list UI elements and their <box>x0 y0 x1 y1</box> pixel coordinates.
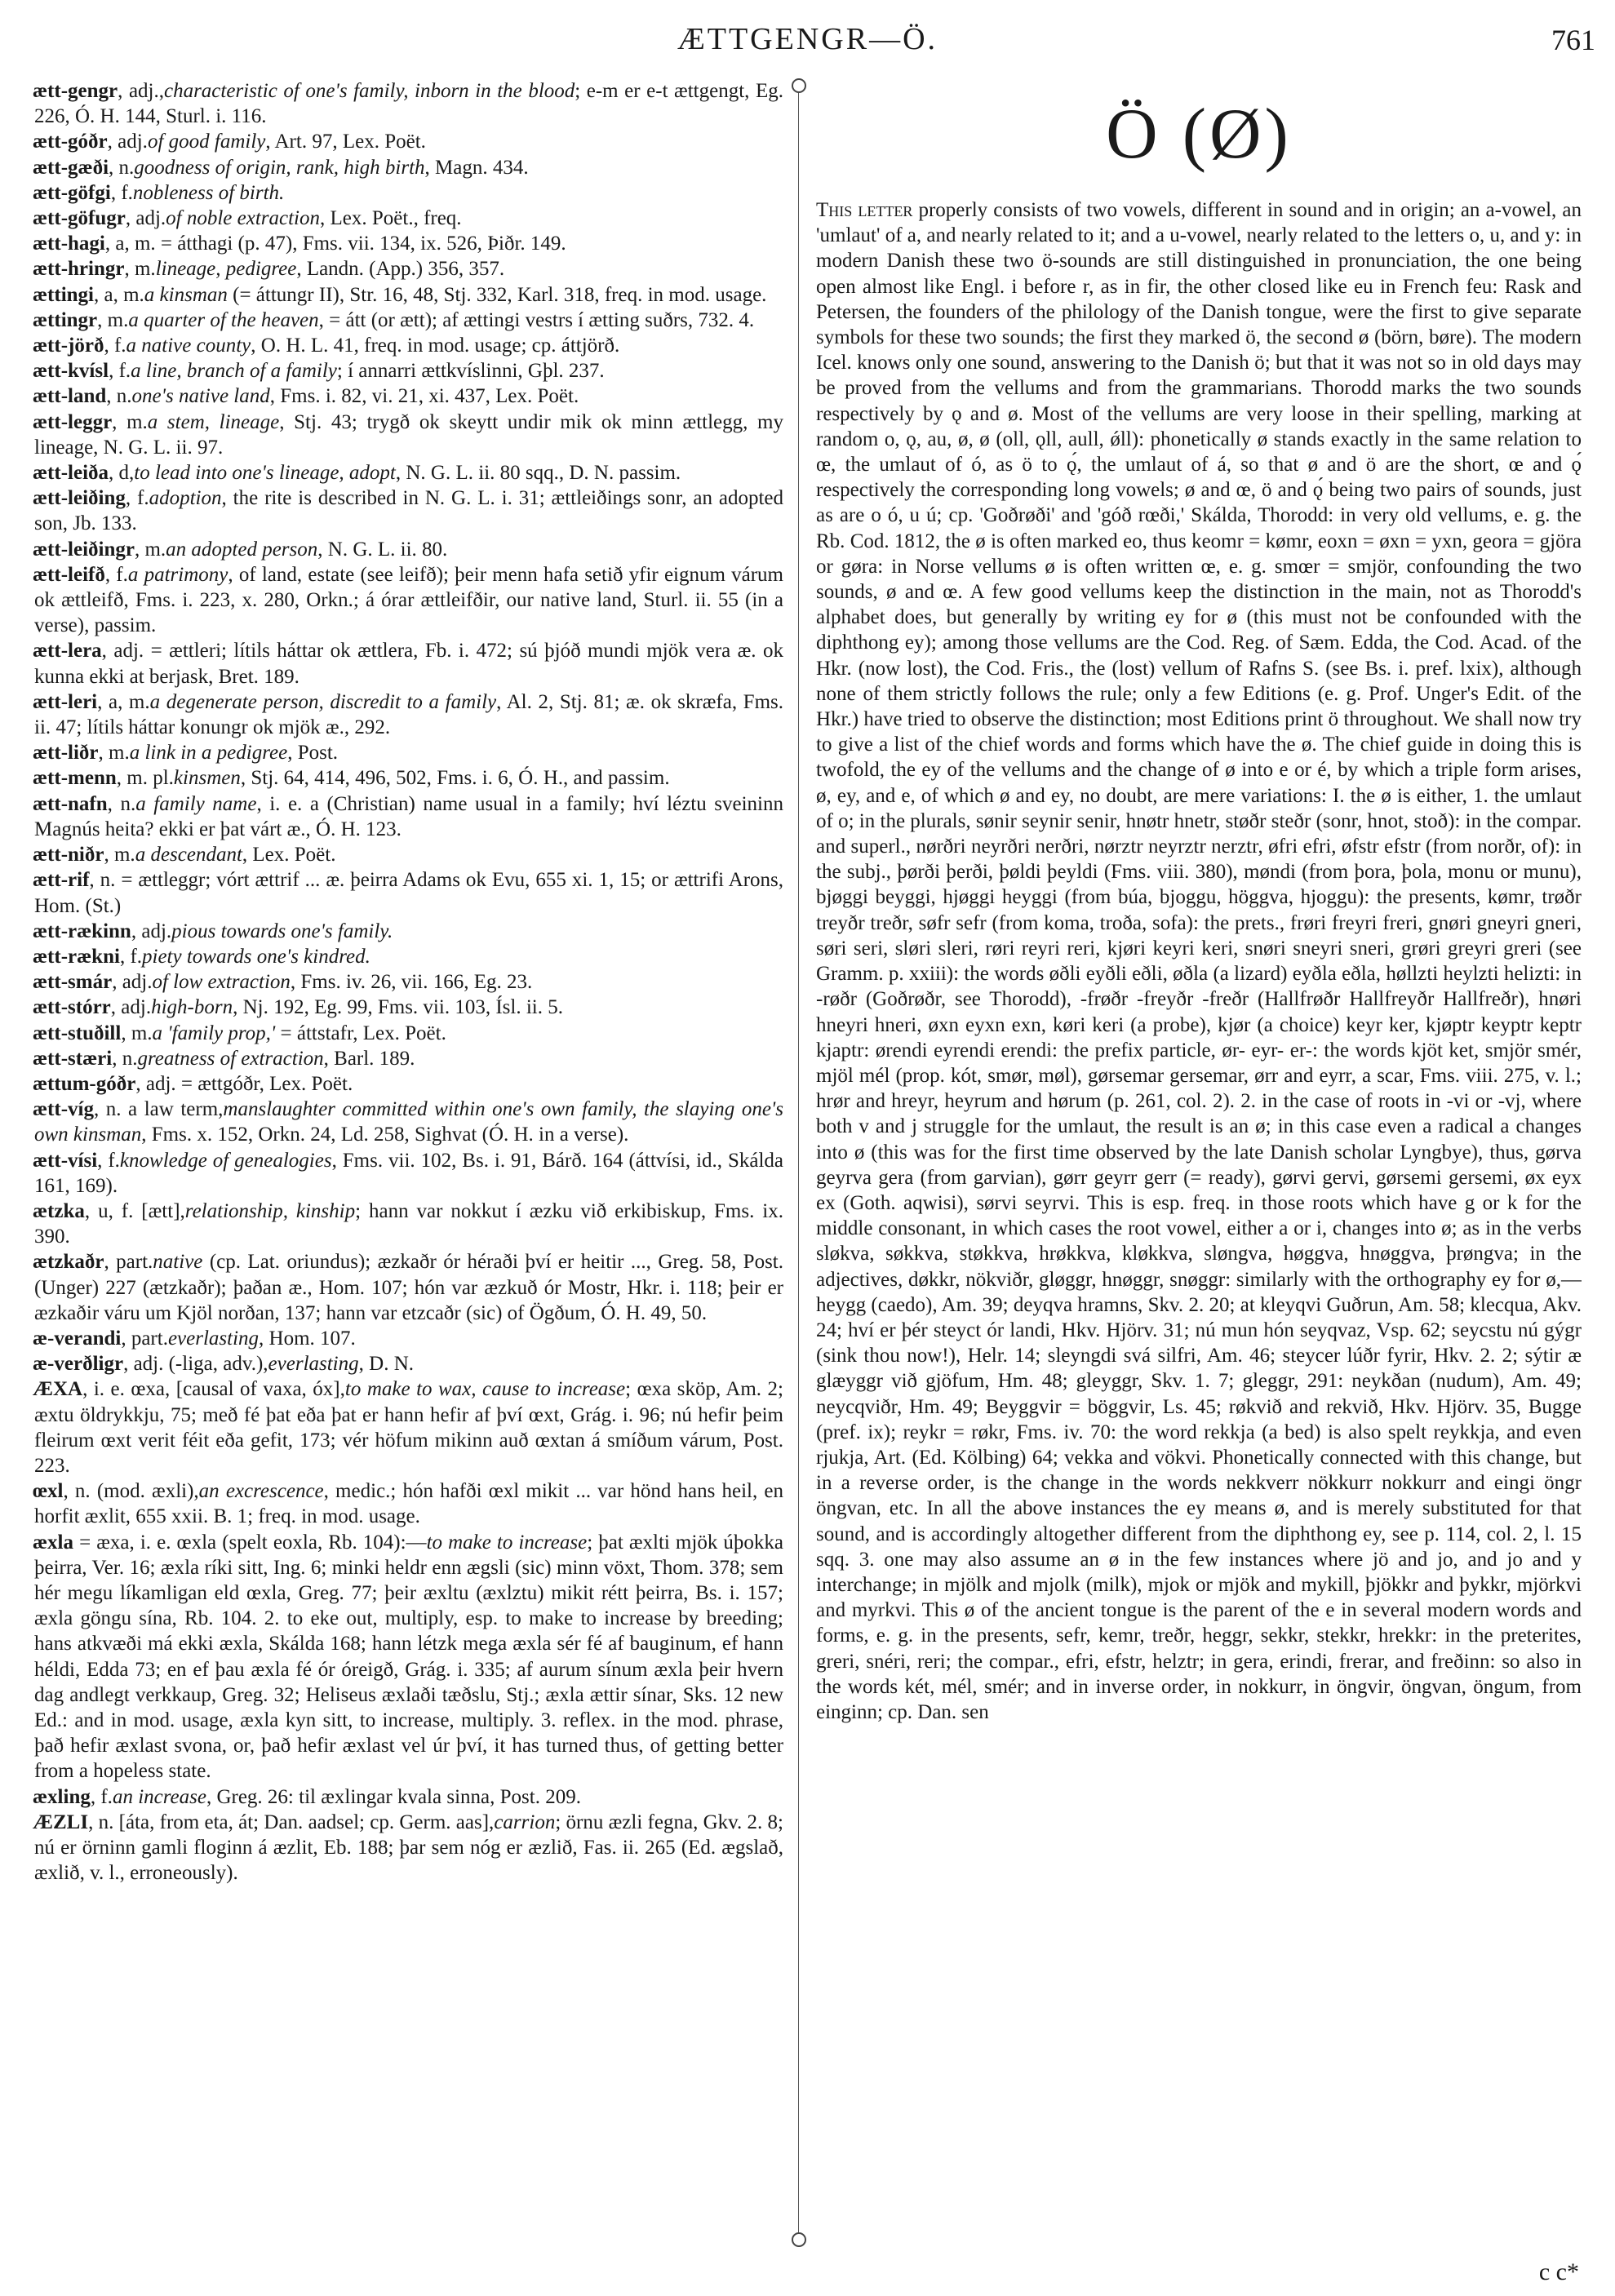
entry-definition: manslaughter committed within one's own family, the slaying one's own kinsman <box>34 1098 783 1146</box>
entry-definition: high-born <box>151 996 233 1019</box>
dictionary-entry <box>33 256 783 281</box>
entry-headword: ætt-gengr <box>33 80 118 102</box>
entry-definition: everlasting <box>167 1327 260 1350</box>
entry-citations: , Fms. x. 152, Orkn. 24, Ld. 258, Sighvat (Ó. H. in a verse). <box>141 1124 629 1146</box>
entry-grammar: , m. <box>98 742 130 765</box>
entry-citations: = áttstafr, Lex. Poët. <box>275 1022 446 1044</box>
entry-citations: ; þat æxlti mjök úþokka þeirra, Ver. 16; æxla ríki sitt, Ing. 6; minki heldr enn ægsli (sic) minn vöxt, Thom. 378; sem hér megu líkamligan eld œxla, Greg. 77; þeir æxltu (æxlztu) mikit rétt þeirra, Bs. i. 157; æxla göngu sína, Rb. 104. 2. to eke out, multiply, esp. to make to increase by breeding; hans atkvæði má ekki æxla, Skálda 168; hann létzk mega æxla sér fé af bauginum, ef hann héldi, Edda 73; en ef þau æxla fé ór óreigð, Grág. i. 335; af aurum sínum æxla þeir hvern dag andlegt verkkaup, Greg. 32; Heliseus æxlaði tæðslu, Stj.; æxla ættir sínar, Sks. 12 new Ed.: and in mod. usage, æxla kyn sitt, to increase, multiply. 3. reflex. in the mod. phrase, það hefir æxlast svona, or, það hefir æxlast vel úr því, it has turned thus, of getting better from a hopeless state. <box>34 1531 783 1783</box>
entry-headword: ætt-liðr <box>33 742 99 765</box>
dictionary-entry <box>33 867 783 918</box>
dictionary-entry <box>33 969 783 995</box>
entry-definition: characteristic of one's family, inborn in the blood <box>163 80 575 102</box>
entry-citations: , Landn. (App.) 356, 357. <box>296 258 505 281</box>
dictionary-entry <box>33 944 783 969</box>
entry-headword: ÆXA <box>33 1378 83 1401</box>
letter-description <box>816 197 1582 1725</box>
entry-headword: ættingr <box>33 308 98 331</box>
dictionary-entry <box>33 1021 783 1046</box>
entry-citations: , Hom. 107. <box>259 1327 356 1350</box>
entry-citations: , O. H. L. 41, freq. in mod. usage; cp. áttjörð. <box>251 335 620 357</box>
entry-definition: nobleness of birth. <box>132 181 285 204</box>
entry-definition: of noble extraction <box>166 207 320 230</box>
entry-grammar: , a, m. <box>94 283 144 306</box>
entry-headword: ætt-hagi <box>33 233 105 255</box>
entry-citations: , medic.; hón hafði œxl mikit ... var hönd hans heil, en horfit æxlit, 655 xxii. B. 1; freq. in mod. usage. <box>34 1480 783 1528</box>
letter-heading: Ö (Ø) <box>1106 95 1292 174</box>
entry-definition: an adopted person <box>166 538 318 561</box>
entry-grammar: , adj. <box>131 920 172 942</box>
entry-citations: , Lex. Poët., freq. <box>320 207 462 230</box>
entry-grammar: , adj., <box>118 80 164 102</box>
entry-headword: ætzka <box>33 1199 85 1222</box>
entry-definition: pious towards one's family. <box>171 920 393 942</box>
entry-grammar: = æxa, i. e. œxla (spelt eoxla, Rb. 104):— <box>73 1531 427 1554</box>
dictionary-entry <box>33 995 783 1020</box>
dictionary-entry <box>33 308 783 333</box>
entry-citations: ; œxa sköp, Am. 2; æxtu öldrykkju, 75; með fé þat eða þat er hann hefir af því œxt, Grág. i. 96; nú hefir þeim fleirum œxt verit féit eða gefit, 173; vér höfum mikinn auð œxtan á smíðum várum, Post. 223. <box>34 1378 783 1477</box>
entry-citations: vórt ættrif ... æ. þeirra Adams ok Evu, 655 xi. 1, 15; or ættrifi Arons, Hom. (St.) <box>34 869 783 917</box>
entry-citations: , Fms. vii. 102, Bs. i. 91, Bárð. 164 (áttvísi, id., Skálda 161, 169). <box>34 1149 783 1197</box>
entry-headword: ætt-stórr <box>33 996 111 1019</box>
entry-citations: , Stj. 64, 414, 496, 502, Fms. i. 6, Ó. H., and passim. <box>240 767 670 790</box>
entry-grammar: , f. <box>109 360 131 383</box>
dictionary-entry <box>33 1810 783 1886</box>
entry-grammar: , n. <box>107 792 136 815</box>
entry-grammar: , d, <box>109 462 135 485</box>
entry-definition: an increase <box>112 1785 206 1808</box>
entry-headword: ætt-rif <box>33 869 90 892</box>
dictionary-entry <box>33 562 783 639</box>
entry-citations: , Magn. 434. <box>424 156 529 179</box>
left-column <box>33 78 783 2232</box>
dictionary-entry <box>33 842 783 867</box>
entry-grammar: , part. <box>121 1327 168 1350</box>
entry-grammar: , a, m. = átthagi (p. 47), Fms. vii. 134, ix. 526, Þiðr. 149. <box>104 233 566 255</box>
page-header <box>0 0 1615 65</box>
dictionary-entry <box>33 1249 783 1326</box>
entry-grammar: , adj. <box>125 207 166 230</box>
entry-definition: goodness of origin, rank, high birth <box>134 156 425 179</box>
signature-mark: c c* <box>1538 2258 1579 2285</box>
entry-grammar: , f. <box>104 335 126 357</box>
entry-definition: piety towards one's kindred. <box>142 945 370 968</box>
entry-definition: to make to increase <box>426 1531 588 1554</box>
entry-headword: ættingi <box>33 283 94 306</box>
dictionary-entry <box>33 410 783 460</box>
entry-grammar: , n. = ættleggr; <box>89 869 211 892</box>
entry-headword: ætt-leiðing <box>33 487 126 510</box>
entry-headword: ætt-lera <box>33 640 102 663</box>
entry-grammar: , n. <box>109 156 135 179</box>
dictionary-entry <box>33 638 783 689</box>
entry-headword: ætt-menn <box>33 767 117 790</box>
entry-citations: , Art. 97, Lex. Poët. <box>265 131 426 153</box>
dictionary-entry <box>33 485 783 536</box>
entry-definition: a link in a pedigree <box>129 742 288 765</box>
dictionary-entry <box>33 1199 783 1249</box>
dictionary-entry <box>33 383 783 409</box>
entry-definition: relationship, kinship <box>184 1199 356 1222</box>
entry-definition: a degenerate person, discredit to a family <box>149 690 497 713</box>
entry-citations: (cp. Lat. oriundus); æzkaðr ór héraði því er heitir ..., Greg. 58, Post. (Unger) 227 (ætzkaðr); þaðan æ., Hom. 107; hón var æzkuð ór Mostr, Hkr. i. 118; þeir er æzkaðir váru um Kjöl norðan, 137; hann var etzcaðr (sic) of Ögðum, Ó. H. 49, 50. <box>34 1251 783 1324</box>
entry-headword: ætt-leifð <box>33 563 105 586</box>
entry-definition: native <box>153 1251 203 1274</box>
entry-headword: ætt-jörð <box>33 335 104 357</box>
entry-citations: ; í annarri ættkvíslinni, Gþl. 237. <box>336 360 605 383</box>
dictionary-entry <box>33 129 783 154</box>
dictionary-entry <box>33 689 783 740</box>
entry-citations: , of land, estate (see leifð); þeir menn hafa setið yfir eignum várum ok ættleifð, Fms. i. 223, x. 280, Orkn.; á órar ættleifðir, our native land, Sturl. ii. 55 (in a verse), passim. <box>34 563 783 637</box>
entry-grammar: , adj. <box>107 131 148 153</box>
entry-grammar: , f. <box>104 563 128 586</box>
entry-headword: ætt-rækinn <box>33 920 131 942</box>
entry-headword: ætt-góðr <box>33 131 108 153</box>
dictionary-entry <box>33 180 783 206</box>
dictionary-entry <box>33 460 783 485</box>
entry-grammar: , u, f. [ætt], <box>84 1199 185 1222</box>
entry-headword: æ-verandi <box>33 1327 122 1350</box>
entry-citations: ; hann var nokkut í æzku við erkibiskup, Fms. ix. 390. <box>34 1199 783 1248</box>
entry-definition: to lead into one's lineage, adopt <box>134 462 396 485</box>
entry-definition: a line, branch of a family <box>131 360 337 383</box>
entry-citations: , Stj. 43; trygð ok skeytt undir mik ok minn ættlegg, my lineage, N. G. L. ii. 97. <box>34 410 783 459</box>
dictionary-entry <box>33 1530 783 1784</box>
entry-citations: ; e-m er e-t ættgengt, Eg. 226, Ó. H. 144, Sturl. i. 116. <box>34 80 783 128</box>
dictionary-entry <box>33 1097 783 1147</box>
entry-definition: one's native land <box>131 385 270 408</box>
dictionary-entry <box>33 282 783 308</box>
entry-definition: an excrescence <box>198 1480 324 1503</box>
entry-definition: greatness of extraction <box>137 1047 324 1070</box>
entry-headword: ætt-hringr <box>33 258 125 281</box>
entry-headword: œxl <box>33 1480 64 1503</box>
entry-definition: a patrimony <box>127 563 228 586</box>
entry-citations: , the rite is described in N. G. L. i. 31; ættleiðings sonr, an adopted son, Jb. 133. <box>34 487 783 535</box>
entry-citations: , D. N. <box>358 1353 414 1376</box>
dictionary-entry <box>33 358 783 383</box>
running-head: ÆTTGENGR—Ö. <box>677 22 938 56</box>
entry-grammar: , m. <box>112 410 148 433</box>
entry-headword: ættum-góðr <box>33 1072 136 1095</box>
dictionary-entry <box>33 1784 783 1810</box>
entry-grammar: , n. <box>106 385 132 408</box>
dictionary-entry <box>33 206 783 231</box>
letter-description-text: properly consists of two vowels, different in sound and in origin; an a-vowel, an 'umlaut' of a, and nearly related to it; and a u-vowel, nearly related to the letters o, u, and y: in modern Danish these two ö-sounds are still distinguished in pronunciation, the one being open almost like Engl. i before r, as in fir, the other closed like eu in French feu: Rask and Petersen, the founders of the philology of the Danish tongue, were the first to give separate symbols for these two sounds; the first they marked ö, the second ø (börn, børe). The modern Icel. knows only one sound, answering to the Danish ö; but that it was not so in old days may be proved from the vellums and from the grammarians. Thorodd marks the two sounds respectively by ǫ and ø. Most of the vellums are very loose in their spelling, marking at random o, ǫ, au, ø, ø (oll, ǫll, aull, ǿll): phonetically ø stands exactly in the same relation to œ, the umlaut of ó, as ö to ǫ́, the umlaut of á, so that ø and ö are the short, œ and ǫ́ respectively the corresponding long vowels; ø and œ, ö and ǫ́ being two pairs of sounds, just as are o ó, u ú; cp. 'Goðrøði' and 'góð rœði,' Skálda, Thorodd: in very old vellums, e. g. the Rb. Cod. 1812, the ø is often marked eo, thus keomr = kømr, eoxn = øxn = yxn, geora = gjöra or gøra: in Norse vellums ø is often written œ, e. g. smœr = smjör, confounding the two sounds, ø and œ. A few good vellums keep the distinction in the main, not as Thorodd's alphabet does, but generally by writing ey for ø (this must not be confounded with the diphthong ey); among those vellums are the Cod. Reg. of Sæm. Edda, the Cod. Acad. of the Hkr. (now lost), the Cod. Fris., the (lost) vellum of Rafns S. (see Bs. i. pref. lxix), although none of them strictly follows the rule; only a few Editions (e. g. Prof. Unger's Edit. of the Hkr.) have tried to observe the distinction; most Editions print ö throughout. We shall now try to give a list of the chief words and forms which have the ø. The chief guide in doing this is twofold, the ey of the vellums and the change of ø into e or é, by which a triple form arises, ø, ey, and e, of which ø and ey, no doubt, are mere variations: I. the ø is either, 1. the umlaut of o; in the plurals, sønir seynir senir, hnøtr hnetr, støðr steðr (sonr, hnot, stoð): in the compar. and superl., nørðri neyrðri nerðri, nørztr neyrztr nerztr, øfri efri, øfstr efstr (from norðr, of): in the subj., þørði þerði, þøldi þeyldi (Fms. viii. 380), møndi (from þora, þola, monu or munu), bjøggi beyggi, hjøggi heyggi (from búa, bjoggu, höggva, hjoggu): the presents, kømr, trøðr treyðr treðr, søfr sefr (from koma, troða, sofa): the prets., frøri freyri freri, gnøri gneyri gneri, søri seri, sløri sleri, røri reyri reri, kjøri keyri keri, snøri sneyri sneri, grøri greyri greri (see Gramm. p. xxiii): the words øðli eyðli eðli, øðla (a lizard) eyðla eðla, høllzti heylzti helizti: in -røðr (Goðrøðr, see Thorodd), -frøðr -freyðr -freðr (Hallfrøðr Hallfreyðr Hallfreðr), hnøri hneyri hneri, øxn eyxn exn, køri keri (a probe), kjør (a choice) keyr ker, kjøptr keyptr keptr kjaptr: ørendi eyrendi erendi: the prefix particle, ør- eyr- er-: the words kjöt ket, smjör smér, mjöl mél (prop. kót, smør, møl), gørsemar gersemar, ørr and eyrr, a scar, Fms. viii. 275, v. l.; hrør and hreyr, heyrum and hørum (p. 261, col. 2). 2. in the case of roots in -vi or -vj, where both v and j struggle for the umlaut, the result is an ø; in this case even a radical a changes into ø (this was for the first time observed by the late Danish scholar Lyngbye), thus, gørva geyrva gera (from garvian), gørr geyrr gerr (= ready), gørvi gervi, gørsemi gersemi, øx eyx ex (Goth. aqwisi), sørvi seyrvi. This is esp. freq. in those roots which have g or k for the middle consonant, in which cases the root vowel, either a or i, changes into ø; as in the verbs sløkva, søkkva, støkkva, hrøkkva, kløkkva, sløngva, høggva, hnøggva, þrøngva; in the adjectives, døkkr, nökviðr, gløggr, hnøggr, snøggr: similarly with the orthography ey for ø,—heygg (caedo), Am. 39; deyqva hramns, Skv. 2. 20; at kleyqvi Guðrun, Am. 58; klecqua, Akv. 24; hví er þér steyct ór landi, Hkv. Hjörv. 31; nú mun hón seyqvaz, Vsp. 62; seycstu nú gýgr (sink thou now!), Helr. 14; sleyngdi svá silfri, Am. 46; steycer lúðr fyrir, Hkv. 2. 2; sýtir æ glæyggr við gjöfum, Hm. 48; gleyggr, Skv. 1. 7; gleggr, 291: neykðan (nudum), Am. 49; neycqviðr, Hm. 49; Beyggvir = böggvir, Ls. 45; røkvið and rekvið, Hkv. Hjörv. 35, Bugge (pref. ix); reykr = røkr, Fms. iv. 70: the word rekkja (a bed) is also spelt reykkja, and even rjukja, Art. (Ed. Kölbing) 64; vekka and vökvi. Phonetically connected with this change, but in a reverse order, is the change in the words nekkverr nökkurr nokkurr and eingi öngr öngvan, etc. In all the above instances the ey means ø, and is merely substituted for that sound, and is accordingly altogether different from the diphthong ey, see p. 114, col. 2, l. 15 sqq. 3. one may also assume an ø in the few instances where jö and jo, and jo and y interchange; in mjölk and mjolk (milk), mjok or mjök and mykill, þjökkr and þykkr, mjörkvi and myrkvi. This ø of the ancient tongue is the parent of the e in several modern words and forms, e. g. in the presents, sefr, kemr, treðr, heggr, sekkr, stekkr, hrekkr: in the preterites, greri, snéri, reri; the compar., efri, efstr, helztr; in gera, erindi, frerar, and freðinn: so also in the words két, mél, smér; and in inverse order, in nokkurr, in öngvir, öngvan, öngum, from einginn; cp. Dan. sen <box>816 199 1582 1723</box>
entry-grammar: , adj. <box>110 996 152 1019</box>
entry-grammar: , i. e. œxa, [causal of vaxa, óx], <box>82 1378 345 1401</box>
page-number: 761 <box>1551 24 1595 56</box>
entry-definition: kinsmen <box>173 767 241 790</box>
entry-grammar: , part. <box>104 1251 153 1274</box>
entry-headword: ætt-land <box>33 385 107 408</box>
column-rule-ornament-bottom <box>792 2232 806 2247</box>
entry-grammar: , n. [áta, from eta, át; Dan. aadsel; cp. Germ. aas], <box>88 1811 495 1833</box>
entry-definition: a 'family prop,' <box>152 1022 276 1044</box>
entry-citations: , N. G. L. ii. 80 sqq., D. N. passim. <box>395 462 681 485</box>
entry-definition: a descendant <box>135 844 242 867</box>
entry-grammar: , f. <box>97 1149 120 1172</box>
entry-grammar: , m. <box>124 258 156 281</box>
entry-definition: everlasting <box>268 1353 359 1376</box>
entry-citations: , = átt (or ætt); af ættingi vestrs í ætting suðrs, 732. 4. <box>318 308 755 331</box>
entry-headword: ætt-leiðingr <box>33 538 135 561</box>
dictionary-entry <box>33 919 783 944</box>
entry-definition: of good family <box>147 131 266 153</box>
entry-grammar: , adj. <box>112 971 153 994</box>
entry-definition: a native county <box>126 335 251 357</box>
entry-grammar: , m. <box>97 308 129 331</box>
entry-headword: ætt-gæði <box>33 156 109 179</box>
entry-citations: , i. e. a (Christian) name usual in a family; hví léztu sveininn Magnús heita? ekki er þat várt æ., Ó. H. 123. <box>34 792 783 840</box>
entry-headword: ætt-víg <box>33 1098 94 1121</box>
entry-headword: ætt-stuðill <box>33 1022 122 1044</box>
dictionary-entry <box>33 740 783 765</box>
entry-headword: ætt-göfgi <box>33 181 111 204</box>
entry-grammar: , f. <box>110 181 133 204</box>
entry-headword: ætzkaðr <box>33 1251 104 1274</box>
entry-headword: æ-verðligr <box>33 1353 124 1376</box>
entry-grammar: , adj. = ættleri; <box>101 640 227 663</box>
entry-grammar: , n. (mod. æxli), <box>63 1480 199 1503</box>
dictionary-entry <box>33 537 783 562</box>
dictionary-entry <box>33 333 783 358</box>
column-rule <box>798 82 799 2236</box>
column-rule-ornament-top <box>792 78 806 93</box>
entry-headword: æxling <box>33 1785 91 1808</box>
entry-headword: ætt-smár <box>33 971 113 994</box>
entry-headword: ætt-kvísl <box>33 360 109 383</box>
entry-citations: , Post. <box>287 742 339 765</box>
entry-grammar: , n. a law term, <box>93 1098 224 1121</box>
entry-headword: ætt-rækni <box>33 945 120 968</box>
entry-headword: ætt-leggr <box>33 410 113 433</box>
dictionary-entry <box>33 1376 783 1478</box>
dictionary-entry <box>33 1148 783 1199</box>
entry-citations: , Greg. 26: til æxlingar kvala sinna, Post. 209. <box>206 1785 581 1808</box>
entry-citations: , Fms. iv. 26, vii. 166, Eg. 23. <box>290 971 533 994</box>
entry-grammar: , m. <box>104 844 135 867</box>
entry-grammar: , m. <box>121 1022 153 1044</box>
entry-grammar: , adj. (-liga, adv.), <box>123 1353 268 1376</box>
entry-citations: , Barl. 189. <box>323 1047 415 1070</box>
entry-headword: ætt-leiða <box>33 462 109 485</box>
entry-definition: carrion <box>494 1811 556 1833</box>
entry-grammar: , adj. = ættgóðr, Lex. Poët. <box>135 1072 353 1095</box>
dictionary-entry <box>33 155 783 180</box>
right-column <box>816 78 1582 2232</box>
dictionary-entry <box>33 765 783 791</box>
entry-definition: a family name <box>135 792 257 815</box>
dictionary-entry <box>33 1326 783 1351</box>
letter-description-lead: This letter <box>816 199 913 221</box>
dictionary-entry <box>33 791 783 842</box>
entry-definition: to make to wax, cause to increase <box>344 1378 626 1401</box>
entry-headword: ætt-nafn <box>33 792 108 815</box>
entry-citations: , N. G. L. ii. 80. <box>317 538 448 561</box>
entry-grammar: , n. <box>112 1047 138 1070</box>
dictionary-entry <box>33 1046 783 1071</box>
entry-citations: , Al. 2, Stj. 81; æ. ok skræfa, Fms. ii. 47; lítils háttar konungr ok mjök æ., 292. <box>34 690 783 739</box>
entry-headword: æxla <box>33 1531 73 1554</box>
entry-grammar: , m. <box>134 538 166 561</box>
entry-headword: ætt-stæri <box>33 1047 113 1070</box>
entry-definition: of low extraction <box>152 971 291 994</box>
entry-definition: lineage, pedigree <box>155 258 297 281</box>
entry-citations: lítils háttar ok ættlera, Fb. i. 472; sú þjóð mundi mjök vera æ. ok kunna ekki at berjask, Bret. 189. <box>34 640 783 688</box>
entry-citations: , Fms. i. 82, vi. 21, xi. 437, Lex. Poët. <box>269 385 579 408</box>
entry-definition: adoption <box>149 487 222 510</box>
dictionary-entry <box>33 1351 783 1376</box>
entry-definition: a stem, lineage <box>147 410 280 433</box>
entry-headword: ÆZLI <box>33 1811 89 1833</box>
entry-citations: ; örnu æzli fegna, Gkv. 2. 8; nú er örninn gamli floginn á æzlit, Eb. 188; þar sem nóg er æzlið, Fas. ii. 265 (Ed. ægslað, æxlið, v. l., erroneously). <box>34 1811 783 1885</box>
entry-grammar: , a, m. <box>97 690 150 713</box>
entry-headword: ætt-vísi <box>33 1149 98 1172</box>
dictionary-entry <box>33 1478 783 1529</box>
entry-headword: ætt-göfugr <box>33 207 126 230</box>
entry-headword: ætt-niðr <box>33 844 104 867</box>
entry-citations: , Nj. 192, Eg. 99, Fms. vii. 103, Ísl. ii. 5. <box>233 996 563 1019</box>
entry-grammar: , f. <box>125 487 149 510</box>
entry-definition: a quarter of the heaven <box>128 308 319 331</box>
entry-grammar: , f. <box>90 1785 113 1808</box>
entry-citations: , Lex. Poët. <box>242 844 336 867</box>
entry-definition: knowledge of genealogies <box>119 1149 332 1172</box>
dictionary-entry <box>33 78 783 129</box>
dictionary-entry <box>33 1071 783 1097</box>
entry-citations: (= áttungr II), Str. 16, 48, Stj. 332, Karl. 318, freq. in mod. usage. <box>227 283 767 306</box>
entry-headword: ætt-leri <box>33 690 98 713</box>
entry-definition: a kinsman <box>144 283 228 306</box>
entry-grammar: , f. <box>119 945 143 968</box>
dictionary-entry <box>33 231 783 256</box>
entry-grammar: , m. pl. <box>116 767 174 790</box>
